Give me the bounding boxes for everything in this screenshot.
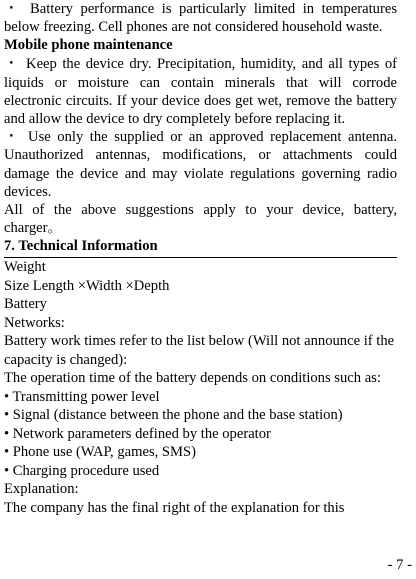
page-number: - 7 - xyxy=(387,557,412,573)
networks-line: Networks: xyxy=(4,314,65,331)
charging-procedure-item: • Charging procedure used xyxy=(4,462,160,479)
signal-item: • Signal (distance between the phone and the base station) xyxy=(4,407,343,424)
network-parameters-item: • Network parameters defined by the operator xyxy=(4,425,271,442)
maintenance-heading: Mobile phone maintenance xyxy=(4,37,173,54)
keep-dry-paragraph: ・ Keep the device dry. Precipitation, humidity, and all types of liquids or moisture can contain minerals that will corrode electronic circuits. If your device does get wet, remove the battery and allow the device to dry completely before replacing it. xyxy=(4,56,397,128)
technical-information-title: 7. Technical Information xyxy=(4,237,397,258)
battery-work-times-line: Battery work times refer to the list below (Will not announce if the capacity is changed): xyxy=(4,333,395,368)
battery-line: Battery xyxy=(4,296,47,313)
document-page xyxy=(4,0,397,517)
operation-time-line: The operation time of the battery depends on conditions such as: xyxy=(4,370,381,387)
suggestions-apply-paragraph: All of the above suggestions apply to your device, battery, charger。 xyxy=(4,202,397,237)
weight-line: Weight xyxy=(4,259,46,276)
transmitting-power-item: • Transmitting power level xyxy=(4,388,160,405)
explanation-label: Explanation: xyxy=(4,481,79,498)
antenna-paragraph: ・ Use only the supplied or an approved replacement antenna. Unauthorized antennas, modifications, or attachments could damage the device and may violate regulations governing radio devices. xyxy=(4,129,397,200)
battery-temperature-paragraph: ・ Battery performance is particularly limited in temperatures below freezing. Cell phones are not considered household waste. xyxy=(4,1,397,36)
phone-use-item: • Phone use (WAP, games, SMS) xyxy=(4,444,196,461)
size-line: Size Length ×Width ×Depth xyxy=(4,277,170,294)
final-right-line: The company has the final right of the explanation for this xyxy=(4,499,345,516)
